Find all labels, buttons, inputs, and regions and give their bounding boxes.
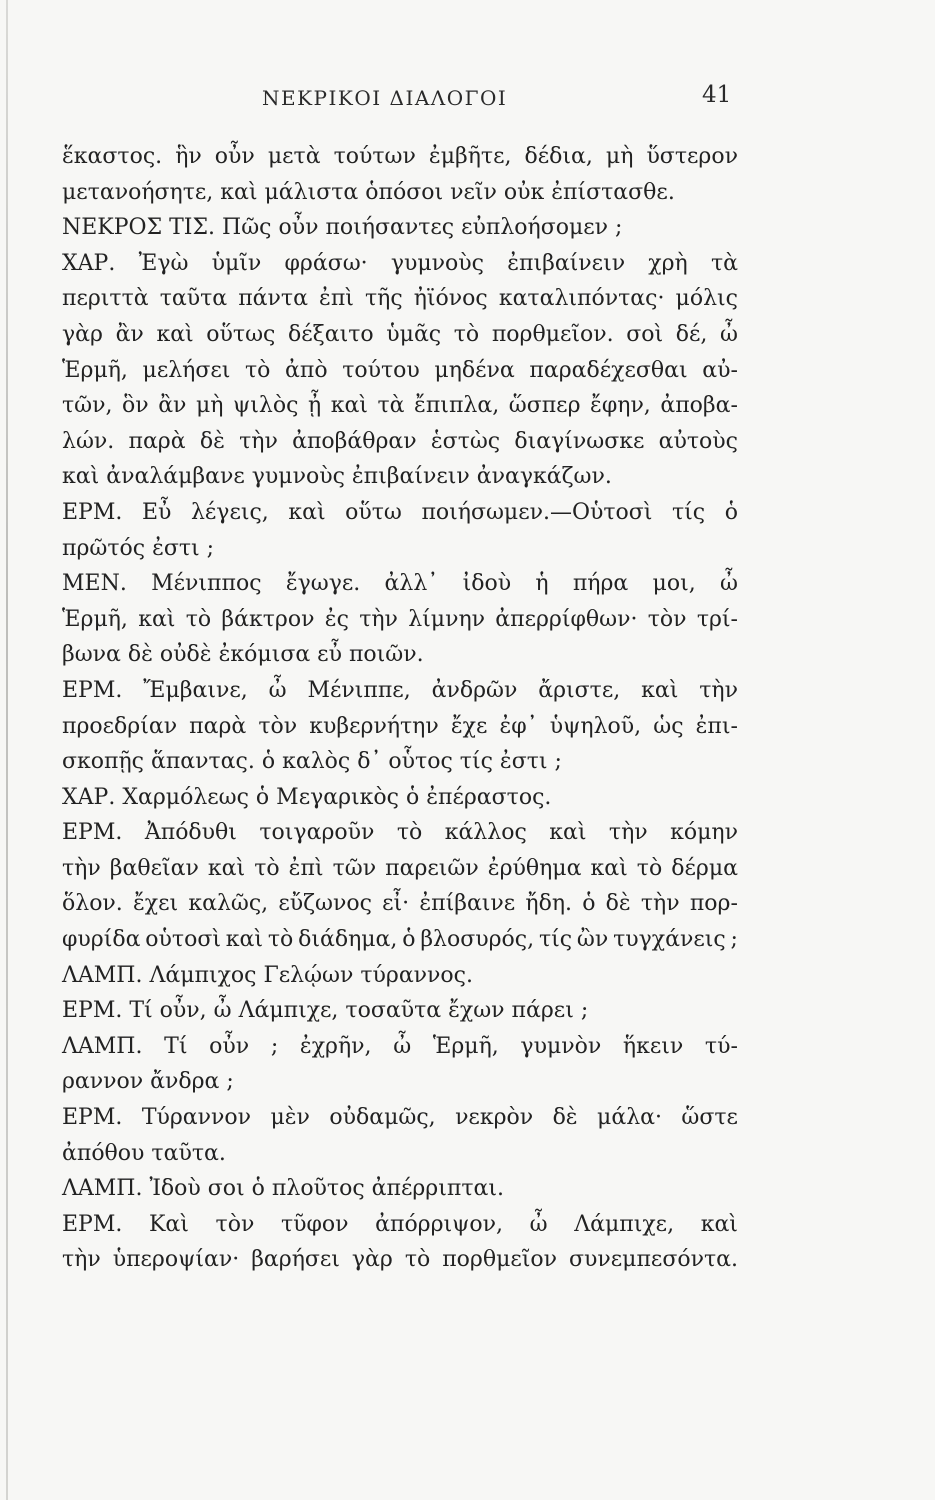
text-line: ΕΡΜ. Τί οὖν, ὦ Λάμπιχε, τοσαῦτα ἔχων πάρει ; <box>62 998 589 1024</box>
text-line: περιττὰ ταῦτα πάντα ἐπὶ τῆς ἠϊόνος καταλιπόντας· μόλις <box>62 286 738 312</box>
text-line: ΕΡΜ. Ἀπόδυθι τοιγαροῦν τὸ κάλλος καὶ τὴν κόμην <box>62 820 738 846</box>
text-line: ἕκαστος. ἣν οὖν μετὰ τούτων ἐμβῆτε, δέδια, μὴ ὕστερον <box>62 144 738 169</box>
text-line: ΛΑΜΠ. Τί οὖν ; ἐχρῆν, ὦ Ἑρμῆ, γυμνὸν ἥκειν τύ- <box>62 1033 738 1059</box>
text-line: ΧΑΡ. Χαρμόλεως ὁ Μεγαρικὸς ὁ ἐπέραστος. <box>62 784 552 810</box>
text-line: ΛΑΜΠ. Ἰδοὺ σοι ὁ πλοῦτος ἀπέρριπται. <box>62 1176 504 1202</box>
page-edge <box>6 0 8 1500</box>
text-line: ΧΑΡ. Ἐγὼ ὑμῖν φράσω· γυμνοὺς ἐπιβαίνειν χρὴ τὰ <box>62 250 738 276</box>
text-line: ΜΕΝ. Μένιππος ἔγωγε. ἀλλ᾽ ἰδοὺ ἡ πήρα μοι, ὦ <box>62 571 738 597</box>
running-title: ΝΕΚΡΙΚΟΙ ΔΙΑΛΟΓΟΙ <box>262 86 508 110</box>
text-line: καὶ ἀναλάμβανε γυμνοὺς ἐπιβαίνειν ἀναγκάζων. <box>62 464 612 490</box>
text-line: προεδρίαν παρὰ τὸν κυβερνήτην ἔχε ἐφ᾽ ὑψηλοῦ, ὡς ἐπι- <box>62 713 738 739</box>
text-line: φυρίδα οὑτοσὶ καὶ τὸ διάδημα, ὁ βλοσυρός, τίς ὢν τυγχάνεις ; <box>62 927 738 953</box>
text-line: Ἑρμῆ, μελήσει τὸ ἀπὸ τούτου μηδένα παραδέχεσθαι αὐ- <box>62 357 738 383</box>
page-header <box>0 82 935 116</box>
text-line: σκοπῇς ἅπαντας. ὁ καλὸς δ᾽ οὗτος τίς ἐστι ; <box>62 749 562 775</box>
text-line: ΕΡΜ. Καὶ τὸν τῦφον ἀπόρριψον, ὦ Λάμπιχε, καὶ <box>62 1211 738 1237</box>
text-line: ΕΡΜ. Τύραννον μὲν οὐδαμῶς, νεκρὸν δὲ μάλα· ὥστε <box>62 1105 738 1131</box>
page-number: 41 <box>702 82 732 108</box>
body-text <box>62 139 738 1278</box>
text-line: λών. παρὰ δὲ τὴν ἀποβάθραν ἑστὼς διαγίνωσκε αὐτοὺς <box>62 428 738 454</box>
text-line: τῶν, ὃν ἂν μὴ ψιλὸς ᾖ καὶ τὰ ἔπιπλα, ὥσπερ ἔφην, ἀποβα- <box>62 393 738 419</box>
text-line: ραννον ἄνδρα ; <box>62 1069 234 1095</box>
text-line: ἀπόθου ταῦτα. <box>62 1140 226 1166</box>
text-line: μετανοήσητε, καὶ μάλιστα ὁπόσοι νεῖν οὐκ ἐπίστασθε. <box>62 179 675 205</box>
text-line: ὅλον. ἔχει καλῶς, εὔζωνος εἶ· ἐπίβαινε ἤδη. ὁ δὲ τὴν πορ- <box>62 891 738 917</box>
text-line: γὰρ ἂν καὶ οὕτως δέξαιτο ὑμᾶς τὸ πορθμεῖον. σοὶ δέ, ὦ <box>62 321 738 347</box>
text-line: πρῶτός ἐστι ; <box>62 535 215 561</box>
text-line: Ἑρμῆ, καὶ τὸ βάκτρον ἐς τὴν λίμνην ἀπερρίφθων· τὸν τρί- <box>62 606 738 632</box>
text-line: τὴν βαθεῖαν καὶ τὸ ἐπὶ τῶν παρειῶν ἐρύθημα καὶ τὸ δέρμα <box>62 855 738 881</box>
text-line: ΕΡΜ. Εὖ λέγεις, καὶ οὕτω ποιήσωμεν.—Οὑτοσὶ τίς ὁ <box>62 499 738 525</box>
text-line: ΕΡΜ. Ἔμβαινε, ὦ Μένιππε, ἀνδρῶν ἄριστε, καὶ τὴν <box>62 677 738 703</box>
text-line: ΝΕΚΡΟΣ ΤΙΣ. Πῶς οὖν ποιήσαντες εὐπλοήσομεν ; <box>62 215 623 241</box>
text-line: ΛΑΜΠ. Λάμπιχος Γελῴων τύραννος. <box>62 962 473 988</box>
text-line: βωνα δὲ οὐδὲ ἐκόμισα εὖ ποιῶν. <box>62 642 424 668</box>
text-line: τὴν ὑπεροψίαν· βαρήσει γὰρ τὸ πορθμεῖον συνεμπεσόντα. <box>62 1247 738 1273</box>
